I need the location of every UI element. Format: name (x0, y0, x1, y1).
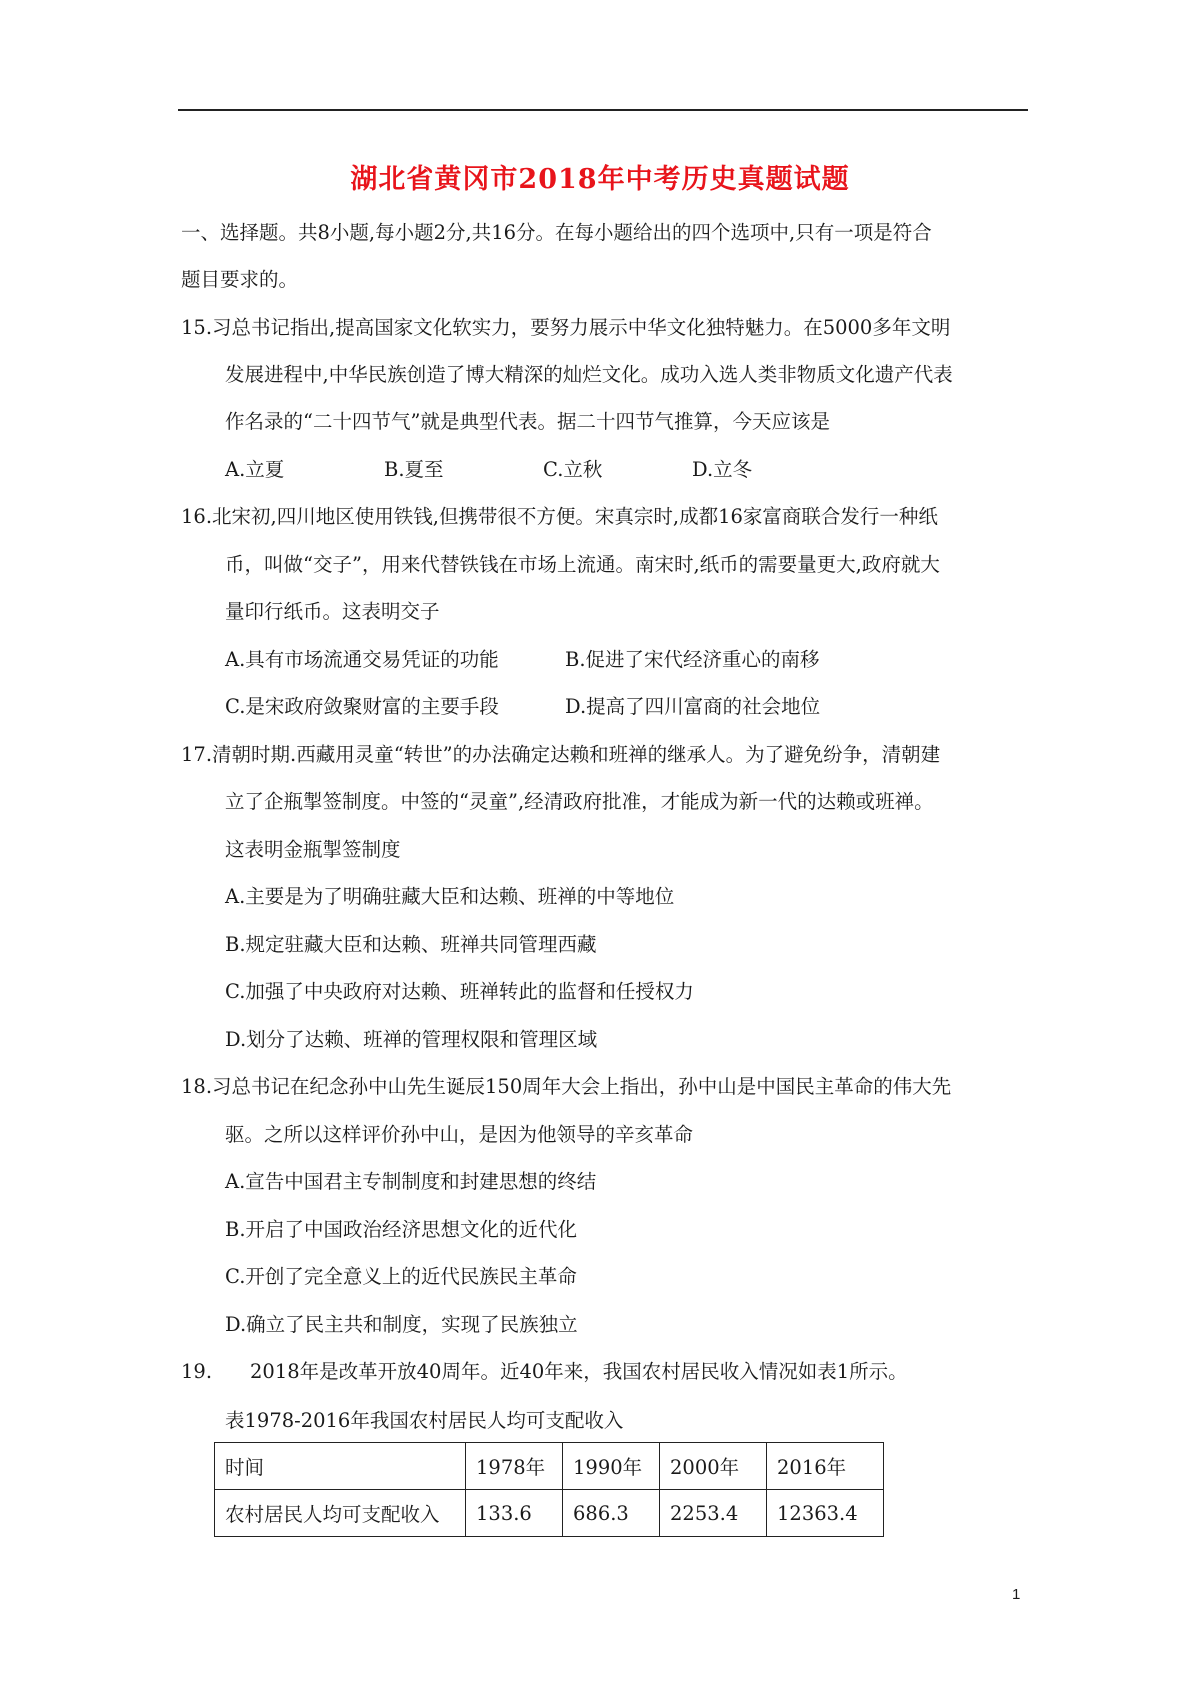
table-header-cell: 2000年 (660, 1443, 767, 1490)
table-row (215, 1490, 884, 1537)
q18-option-b: B.开启了中国政治经济思想文化的近代化 (225, 1218, 578, 1241)
page-title: 湖北省黄冈市2018年中考历史真题试题 (350, 164, 850, 195)
q16-line2: 币，叫做“交子”，用来代替铁钱在市场上流通。南宋时,纸币的需要量更大,政府就大 (225, 553, 940, 576)
table-cell: 农村居民人均可支配收入 (215, 1490, 466, 1537)
table-cell: 686.3 (563, 1490, 660, 1537)
table-header-cell: 1990年 (563, 1443, 660, 1490)
top-rule (178, 109, 1028, 111)
q15-line1: 15.习总书记指出,提高国家文化软实力，要努力展示中华文化独特魅力。在5000多年文明 (181, 316, 951, 339)
q15-line2: 发展进程中,中华民族创造了博大精深的灿烂文化。成功入选人类非物质文化遗产代表 (225, 363, 953, 386)
table-header-cell: 时间 (215, 1443, 466, 1490)
q16-option-d: D.提高了四川富商的社会地位 (565, 695, 821, 718)
q19-number: 19. (181, 1360, 213, 1383)
q16-line3: 量印行纸币。这表明交子 (225, 600, 440, 623)
q18-line1: 18.习总书记在纪念孙中山先生诞辰150周年大会上指出，孙中山是中国民主革命的伟大先 (181, 1075, 952, 1098)
table-cell: 12363.4 (767, 1490, 884, 1537)
q15-option-c: C.立秋 (543, 458, 603, 481)
q18-option-d: D.确立了民主共和制度，实现了民族独立 (225, 1313, 578, 1336)
table-caption: 表1978-2016年我国农村居民人均可支配收入 (225, 1409, 624, 1432)
table-header-row (215, 1443, 884, 1490)
q17-line1: 17.清朝时期.西藏用灵童“转世”的办法确定达赖和班禅的继承人。为了避免纷争，清朝建 (181, 743, 941, 766)
table-cell: 2253.4 (660, 1490, 767, 1537)
q18-option-c: C.开创了完全意义上的近代民族民主革命 (225, 1265, 577, 1288)
q18-line2: 驱。之所以这样评价孙中山，是因为他领导的辛亥革命 (225, 1123, 694, 1146)
table-header-cell: 1978年 (466, 1443, 563, 1490)
q16-option-c: C.是宋政府敛聚财富的主要手段 (225, 695, 499, 718)
q17-line3: 这表明金瓶掣签制度 (225, 838, 401, 861)
q16-line1: 16.北宋初,四川地区使用铁钱,但携带很不方便。宋真宗时,成都16家富商联合发行一种纸 (181, 505, 938, 528)
q18-option-a: A.宣告中国君主专制制度和封建思想的终结 (225, 1170, 597, 1193)
q15-option-a: A.立夏 (225, 458, 285, 481)
q15-option-b: B.夏至 (384, 458, 444, 481)
income-table (214, 1442, 884, 1537)
q15-line3: 作名录的“二十四节气”就是典型代表。据二十四节气推算，今天应该是 (225, 410, 830, 433)
q16-option-a: A.具有市场流通交易凭证的功能 (225, 648, 499, 671)
q17-option-d: D.划分了达赖、班禅的管理权限和管理区域 (225, 1028, 598, 1051)
q19-line1: 2018年是改革开放40周年。近40年来，我国农村居民收入情况如表1所示。 (250, 1360, 908, 1383)
table-header-cell: 2016年 (767, 1443, 884, 1490)
table-cell: 133.6 (466, 1490, 563, 1537)
section-intro-line1: 一、选择题。共8小题,每小题2分,共16分。在每小题给出的四个选项中,只有一项是符合 (181, 221, 932, 244)
q17-line2: 立了企瓶掣签制度。中签的“灵童”,经清政府批准，才能成为新一代的达赖或班禅。 (225, 790, 934, 813)
q17-option-a: A.主要是为了明确驻藏大臣和达赖、班禅的中等地位 (225, 885, 675, 908)
q16-option-b: B.促进了宋代经济重心的南移 (565, 648, 820, 671)
page-number: 1 (1012, 1586, 1021, 1603)
q15-option-d: D.立冬 (692, 458, 753, 481)
q17-option-b: B.规定驻藏大臣和达赖、班禅共同管理西藏 (225, 933, 597, 956)
q17-option-c: C.加强了中央政府对达赖、班禅转此的监督和任授权力 (225, 980, 694, 1003)
section-intro-line2: 题目要求的。 (181, 268, 299, 291)
